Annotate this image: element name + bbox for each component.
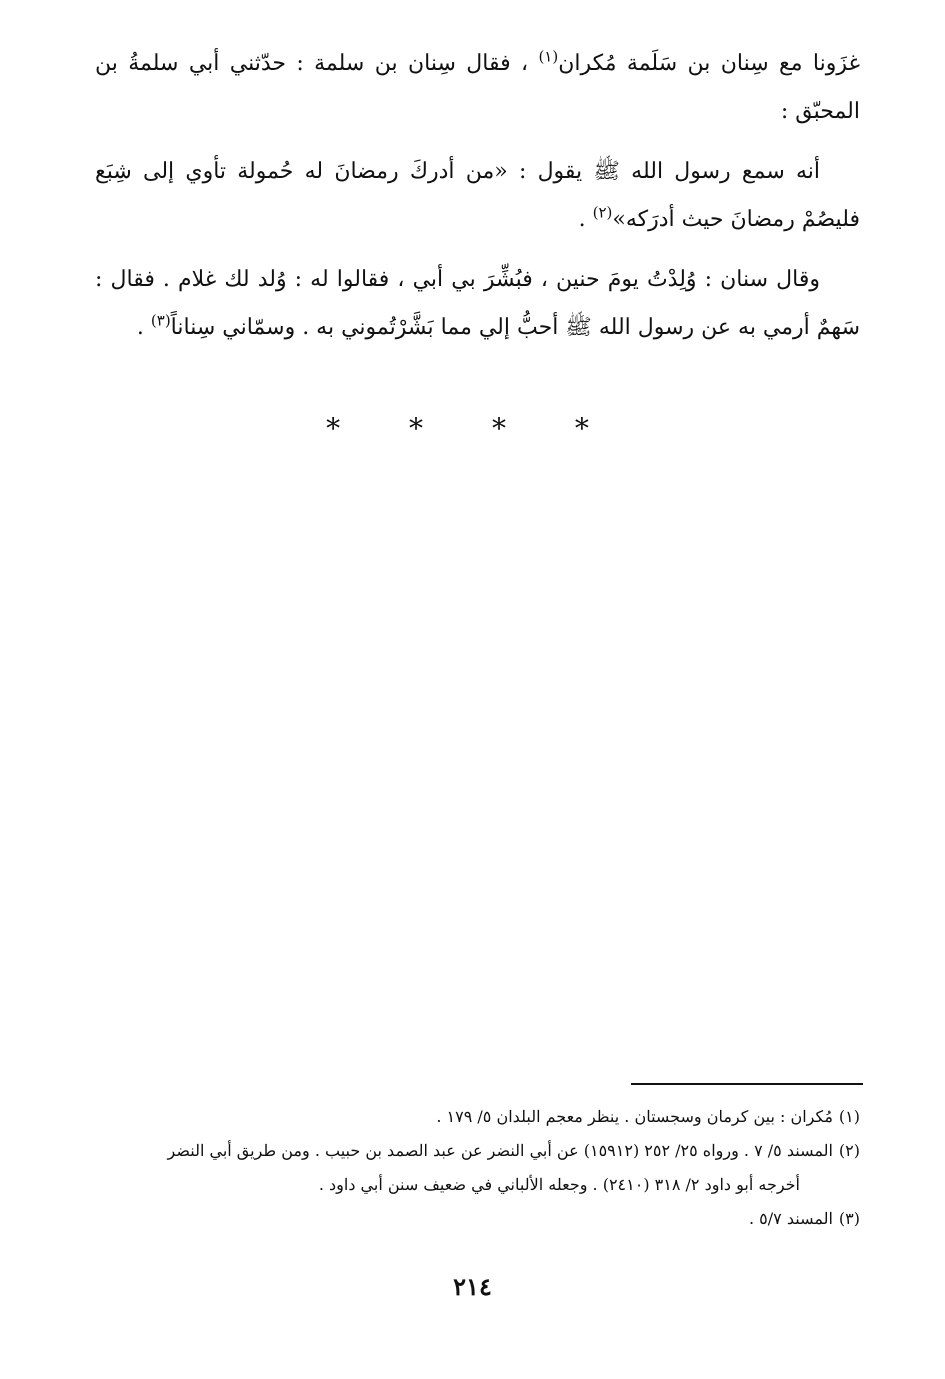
paragraph-1	[95, 40, 860, 136]
paragraph-1-text-a: غزَونا مع سِنان بن سَلَمة مُكران	[558, 51, 860, 76]
footnote-3	[95, 1202, 860, 1236]
footnote-2-number: (٢)	[838, 1141, 860, 1160]
paragraph-3-text-a: وقال سنان : وُلِدْتُ يومَ حنين ، فبُشِّرَ بي أبي ، فقالوا له : وُلد لك غلام . فقال : سَهمٌ أرمي به عن رسول الله ﷺ أحبُّ إلي مما بَشَّرْتُموني به . وسمّاني سِناناً	[95, 267, 860, 340]
footnote-2-text: المسند ٥/ ٧ . ورواه ٢٥/ ٢٥٢ (١٥٩١٢) عن أبي النضر عن عبد الصمد بن حبيب . ومن طريق أبي النضر	[167, 1141, 833, 1160]
paragraph-3	[95, 256, 860, 352]
footnote-2	[95, 1134, 860, 1168]
footnotes	[95, 1100, 860, 1236]
paragraph-2-text-a: أنه سمع رسول الله ﷺ يقول : «من أدركَ رمضانَ له حُمولة تأوي إلى شِبَع فليصُمْ رمضانَ حيث أدرَكه»	[95, 159, 860, 232]
footnote-3-number: (٣)	[838, 1209, 860, 1228]
paragraph-2	[95, 148, 860, 244]
section-separator: * * * *	[326, 412, 619, 445]
main-text	[95, 40, 860, 364]
footnote-ref-1: (١)	[538, 47, 559, 66]
paragraph-3-text-b: .	[136, 315, 144, 340]
paragraph-2-text-b: .	[578, 207, 586, 232]
paragraph-1-text-b: ، فقال سِنان بن سلمة : حدّثني أبي سلمةُ بن المحبّق :	[95, 51, 860, 124]
footnote-2-continuation: أخرجه أبو داود ٢/ ٣١٨ (٢٤١٠) . وجعله الألباني في ضعيف سنن أبي داود .	[318, 1175, 800, 1194]
footnote-1-number: (١)	[838, 1107, 860, 1126]
page-number: ٢١٤	[453, 1272, 492, 1301]
footnote-ref-2: (٢)	[592, 203, 613, 222]
footnote-ref-3: (٣)	[150, 311, 171, 330]
footnote-1-text: مُكران : بين كرمان وسجستان . ينظر معجم البلدان ٥/ ١٧٩ .	[436, 1107, 833, 1126]
footnote-3-text: المسند ٥/٧ .	[749, 1209, 833, 1228]
footnote-1	[95, 1100, 860, 1134]
footnote-divider	[631, 1083, 863, 1085]
